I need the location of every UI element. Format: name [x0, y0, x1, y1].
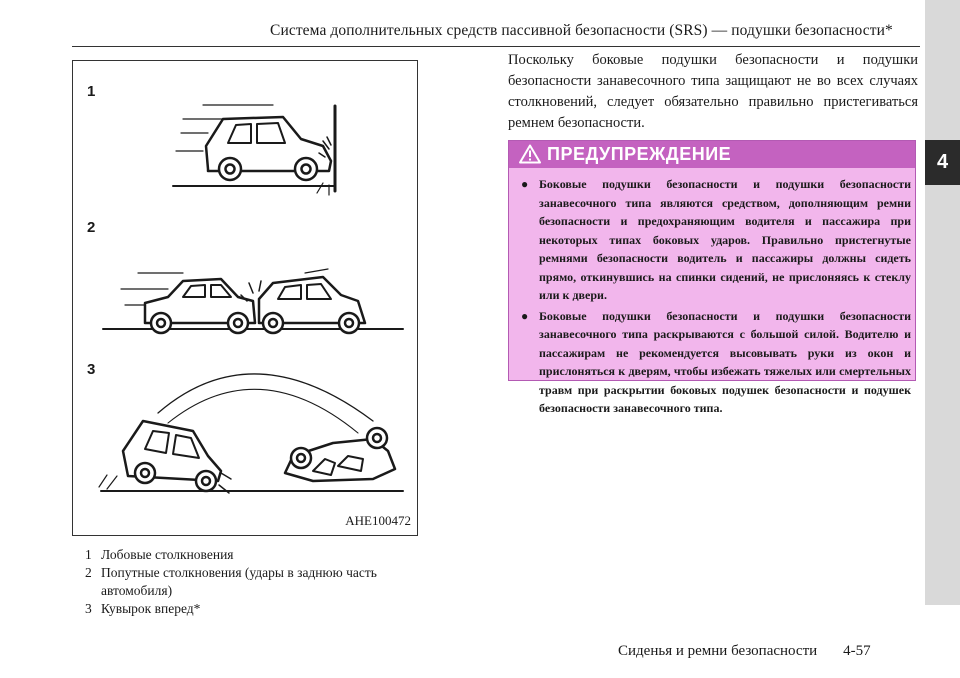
- chapter-strip: [925, 0, 960, 605]
- rear-collision-illustration: [103, 269, 403, 333]
- warning-list: [519, 175, 911, 420]
- caption-number: 2: [85, 565, 92, 580]
- caption-item: [85, 564, 425, 600]
- caption-number: 1: [85, 547, 92, 562]
- caption-text: Попутные столкновения (удары в заднюю часть автомобиля): [101, 565, 377, 598]
- caption-text: Лобовые столкновения: [101, 547, 234, 562]
- warning-text: Боковые подушки безопасности и подушки безопасности занавесочного типа раскрываются с большой силой. Водителю и пассажирам не рекомендуется высовывать руки из окон и прислоняться к дверям, чтобы избежать тяжелых или смертельных травм при раскрытии боковых подушек безопасности и подушек безопасности занавесочного типа.: [539, 308, 911, 415]
- figure-label-3: 3: [87, 361, 96, 378]
- body-paragraph: Поскольку боковые подушки безопасности и подушки безопасности занавесочного типа защищают не во всех случаях столкновений, следует обязательно правильно пристегиваться ремнем безопасности.: [508, 52, 918, 131]
- header-rule: [72, 46, 920, 47]
- figure-captions: [85, 546, 425, 618]
- warning-box: [508, 140, 916, 415]
- collision-illustrations: [73, 61, 417, 535]
- rollover-illustration: [99, 374, 403, 493]
- warning-item: [519, 175, 911, 305]
- warning-text: Боковые подушки безопасности и подушки безопасности занавесочного типа являются средством, дополняющим ремни безопасности и предохраняющим водителя и пассажира при некоторых типах боковых ударов. Правильно пристегнутые ремнями безопасности водитель и пассажиры должны сидеть прямо, откинувшись на спинки сидений, не прислоняясь к стеклу или к двери.: [539, 177, 911, 302]
- collision-figure: [72, 60, 418, 536]
- caption-item: [85, 546, 425, 564]
- chapter-tab: 4: [925, 140, 960, 185]
- page-footer: [618, 643, 871, 660]
- caption-number: 3: [85, 601, 92, 616]
- running-header: Система дополнительных средств пассивной безопасности (SRS) — подушки безопасности*: [270, 22, 893, 39]
- page-number: 4-57: [843, 643, 871, 659]
- footer-section: Сиденья и ремни безопасности: [618, 643, 818, 659]
- caption-text: Кувырок вперед*: [101, 601, 201, 616]
- figure-code: AHE100472: [345, 513, 411, 528]
- warning-title: ПРЕДУПРЕЖДЕНИЕ: [547, 144, 732, 164]
- warning-triangle-icon: [519, 144, 541, 164]
- warning-header: [509, 141, 915, 168]
- figure-label-1: 1: [87, 83, 96, 100]
- bullet-icon: ●: [521, 177, 529, 191]
- bullet-icon: ●: [521, 308, 529, 323]
- figure-label-2: 2: [87, 219, 96, 236]
- caption-item: [85, 600, 425, 618]
- warning-item: [519, 307, 911, 418]
- frontal-collision-illustration: [173, 105, 335, 195]
